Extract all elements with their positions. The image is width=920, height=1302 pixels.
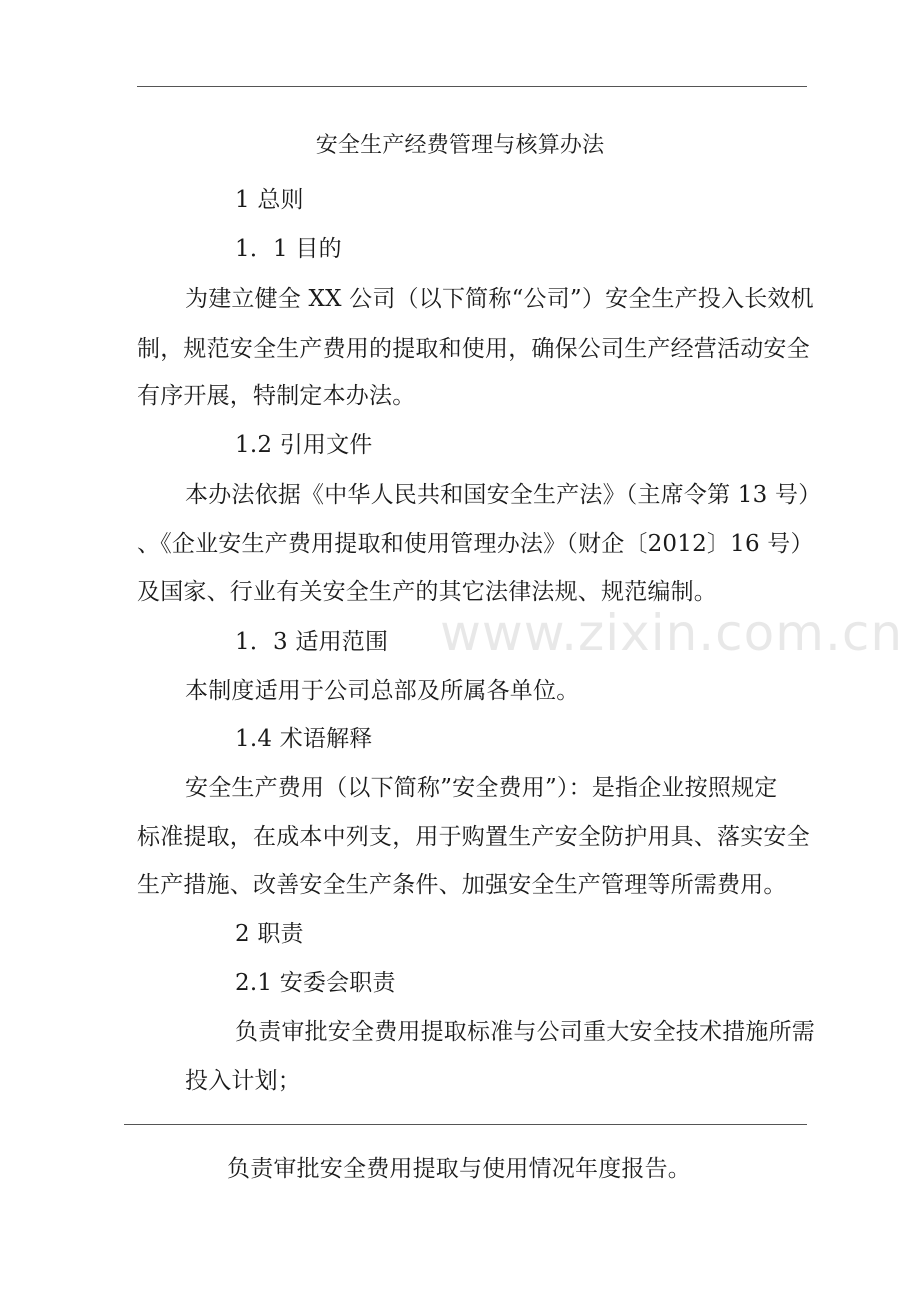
paragraph-line: 本制度适用于公司总部及所属各单位。 — [185, 678, 580, 704]
heading-duties: 2 职责 — [235, 921, 304, 947]
paragraph-line: 安全生产费用（以下简称”安全费用”）：是指企业按照规定 — [185, 775, 778, 801]
paragraph-line: 为建立健全 XX 公司（以下简称“公司”）安全生产投入长效机 — [185, 286, 814, 312]
page-break-rule — [124, 1124, 807, 1125]
header-rule — [137, 86, 807, 87]
paragraph-line: 投入计划； — [185, 1068, 301, 1094]
paragraph-line: 标准提取，在成本中列支，用于购置生产安全防护用具、落实安全 — [137, 824, 810, 850]
watermark: www.zixin.com.cn — [440, 604, 904, 662]
heading-terms: 1.4 术语解释 — [235, 726, 373, 752]
heading-purpose: 1．1 目的 — [235, 236, 342, 262]
paragraph-line: 制，规范安全生产费用的提取和使用，确保公司生产经营活动安全 — [137, 336, 810, 362]
heading-general: 1 总则 — [235, 187, 304, 213]
next-page-line: 负责审批安全费用提取与使用情况年度报告。 — [227, 1156, 691, 1182]
paragraph-line: 、《企业安生产费用提取和使用管理办法》（财企〔2012〕16 号） — [137, 531, 814, 557]
paragraph-line: 生产措施、改善安全生产条件、加强安全生产管理等所需费用。 — [137, 872, 787, 898]
heading-scope: 1．3 适用范围 — [235, 629, 389, 655]
paragraph-line: 及国家、行业有关安全生产的其它法律法规、规范编制。 — [137, 579, 717, 605]
paragraph-line: 本办法依据《中华人民共和国安全生产法》（主席令第 13 号） — [185, 482, 822, 508]
paragraph-line: 负责审批安全费用提取标准与公司重大安全技术措施所需 — [235, 1019, 815, 1045]
paragraph-line: 有序开展，特制定本办法。 — [137, 383, 416, 409]
document-title: 安全生产经费管理与核算办法 — [315, 133, 605, 158]
heading-safety-committee: 2.1 安委会职责 — [235, 970, 396, 996]
heading-references: 1.2 引用文件 — [235, 432, 373, 458]
